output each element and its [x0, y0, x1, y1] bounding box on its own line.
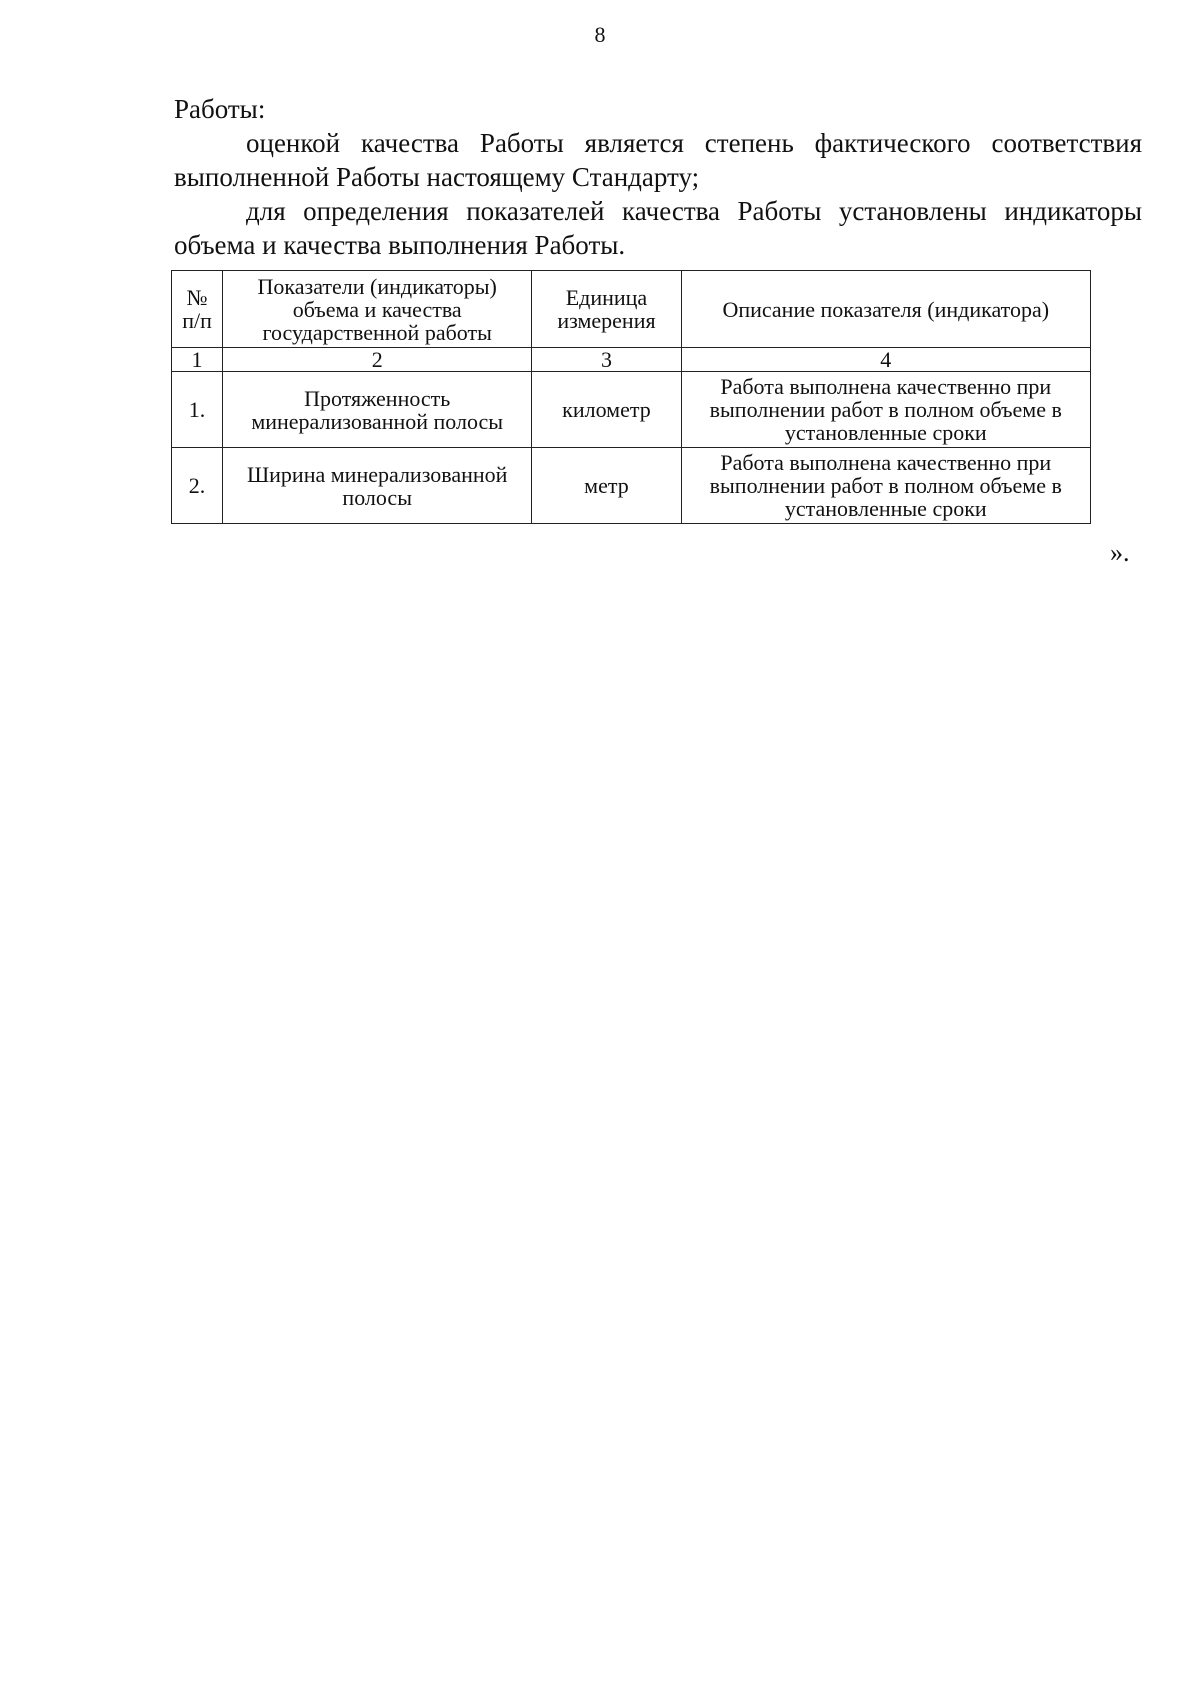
indicators-table	[171, 270, 1091, 524]
row-indicator: Ширина минерализованной полосы	[223, 448, 532, 524]
row-number: 1.	[172, 372, 223, 448]
table-column-numbers-row	[172, 348, 1091, 372]
row-indicator: Протяженность минерализованной полосы	[223, 372, 532, 448]
column-number: 2	[223, 348, 532, 372]
row-number: 2.	[172, 448, 223, 524]
page-number: 8	[594, 22, 606, 47]
header-unit: Единица измерения	[532, 271, 681, 348]
table-row	[172, 372, 1091, 448]
column-number: 1	[172, 348, 223, 372]
row-description: Работа выполнена качественно при выполнении работ в полном объеме в установленные сроки	[681, 372, 1090, 448]
header-number: № п/п	[172, 271, 223, 348]
table-row	[172, 448, 1091, 524]
row-unit: метр	[532, 448, 681, 524]
column-number: 3	[532, 348, 681, 372]
body-text	[174, 92, 1142, 262]
paragraph-works-label: Работы:	[174, 94, 266, 124]
header-description: Описание показателя (индикатора)	[681, 271, 1090, 348]
paragraph-quality-indicators: для определения показателей качества Работы установлены индикаторы объема и качества выполнения Работы.	[174, 196, 1142, 260]
row-unit: километр	[532, 372, 681, 448]
row-description: Работа выполнена качественно при выполнении работ в полном объеме в установленные сроки	[681, 448, 1090, 524]
closing-quote: ».	[1110, 538, 1130, 567]
header-indicator: Показатели (индикаторы) объема и качества государственной работы	[223, 271, 532, 348]
paragraph-quality-assessment: оценкой качества Работы является степень фактического соответствия выполненной Работы настоящему Стандарту;	[174, 128, 1142, 192]
table-header-row	[172, 271, 1091, 348]
column-number: 4	[681, 348, 1090, 372]
